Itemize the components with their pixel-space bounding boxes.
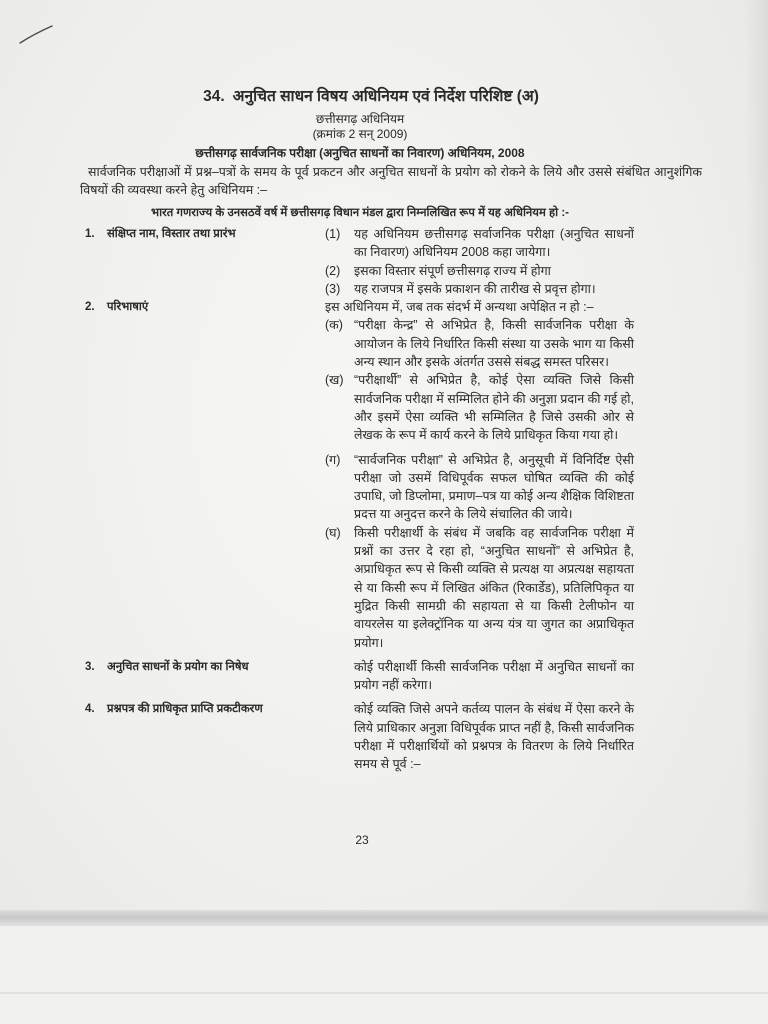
- clause: [325, 280, 634, 298]
- page-number: 23: [355, 833, 369, 847]
- clause-text: कोई परीक्षार्थी किसी सार्वजनिक परीक्षा में अनुचित साधनों का प्रयोग नहीं करेगा।: [354, 659, 634, 693]
- section-label: [80, 225, 325, 298]
- clause: [325, 225, 634, 262]
- section-label: [80, 658, 325, 695]
- document-content: [80, 86, 705, 774]
- clause-text: यह अधिनियम छत्तीसगढ़ सर्वाजनिक परीक्षा (अनुचित साधनों का निवारण) अधिनियम 2008 कहा जायेगा।: [354, 227, 634, 260]
- title-text: अनुचित साधन विषय अधिनियम एवं निर्देश परिशिष्ट (अ): [232, 88, 539, 105]
- document-title: [80, 86, 662, 108]
- clause-marker: (ग): [325, 452, 341, 467]
- section-number: 3.: [85, 660, 95, 673]
- clause-text: “परीक्षार्थी” से अभिप्रेत है, कोई ऐसा व्यक्ति जिसे किसी सार्वजनिक परीक्षा में सम्मिलित होने की अनुज्ञा प्रदान की गई हो, और इसमें ऐसा व्यक्ति भी सम्मिलित है जिसे उसकी ओर से लेखक के रूप में कार्य करने के लिये प्राधिकृत किया गया हो।: [354, 373, 634, 443]
- act-name: छत्तीसगढ़ सार्वजनिक परीक्षा (अनुचित साधनों का निवारण) अधिनियम, 2008: [195, 146, 525, 160]
- clause: [325, 700, 634, 773]
- page-right-edge-shadow: [744, 0, 768, 912]
- clause-text: किसी परीक्षार्थी के संबंध में जबकि वह सार्वजनिक परीक्षा में प्रश्नों का उत्तर दे रहा हो, “अनुचित साधनों” से अभिप्रेत है, अप्राधिकृत रूप से किसी व्यक्ति से प्रत्यक्ष या अप्रत्यक्ष सहायता से या किसी रूप में लिखित अंकित (रिकार्डेड), प्रतिलिपिकृत या मुद्रित किसी सामग्री की सहायता से या किसी टेलीफोन या वायरलेस या इलेक्ट्रॉनिक या अन्य यंत्र या जुगत का अप्राधिकृत प्रयोग।: [354, 525, 634, 650]
- pen-mark: [14, 22, 58, 48]
- clause: [325, 371, 634, 444]
- clause: [325, 451, 634, 524]
- definitions-intro: इस अधिनियम में, जब तक संदर्भ में अन्यथा अपेक्षित न हो :–: [325, 300, 594, 315]
- clause-marker: (2): [325, 263, 341, 278]
- section-body: [325, 658, 634, 695]
- clause-text: यह राजपत्र में इसके प्रकाशन की तारीख से प्रवृत्त होगा।: [354, 281, 596, 296]
- clause: [325, 262, 634, 280]
- clause-text: “परीक्षा केन्द्र” से अभिप्रेत है, किसी सार्वजनिक परीक्षा के आयोजन के लिये निर्धारित किसी संस्था या उसके भाग या किसी अन्य स्थान और इसके अंतर्गत उससे संबद्ध समस्त परिसर।: [354, 318, 634, 370]
- clause-text: “सार्वजनिक परीक्षा” से अभिप्रेत है, अनुसूची में विनिर्दिष्ट ऐसी परीक्षा जो उसमें विधिपूर्वक सफल घोषित व्यक्ति की कोई उपाधि, जो डिप्लोमा, प्रमाण–पत्र या कोई अन्य शैक्षिक विशिष्टता प्रदत्त या अनुदत्त करने के लिये संचालित की जाये।: [354, 452, 634, 522]
- section-number: 2.: [85, 301, 95, 314]
- clause: [325, 316, 634, 371]
- section-body: [325, 700, 634, 773]
- section-heading: संक्षिप्त नाम, विस्तार तथा प्रारंभ: [107, 228, 236, 240]
- act-number: (क्रमांक 2 सन् 2009): [312, 127, 408, 141]
- page-bottom-line: [0, 992, 768, 994]
- section-body: [325, 298, 634, 652]
- section-number: 1.: [85, 228, 95, 240]
- clause-text: कोई व्यक्ति जिसे अपने कर्तव्य पालन के संबंध में ऐसा करने के लिये प्राधिकार अनुज्ञा विधिपूर्वक प्राप्त नहीं है, किसी सार्वजनिक परीक्षा में परीक्षार्थियों को प्रश्नपत्र के वितरण के लिये निर्धारित समय से पूर्व :–: [354, 702, 634, 772]
- page-bottom-shadow: [0, 910, 768, 926]
- clause-marker-empty: [325, 700, 354, 773]
- clause-marker: (3): [325, 281, 341, 296]
- preamble: सार्वजनिक परीक्षाओं में प्रश्न–पत्रों के समय के पूर्व प्रकटन और अनुचित साधनों के प्रयोग को रोकने के लिये और उससे संबंधित आनुशंगिक विषयों की व्यवस्था करने हेतु अधिनियम :–: [80, 165, 702, 197]
- section-label: [80, 700, 325, 773]
- clause-marker: (घ): [325, 525, 341, 540]
- section-1: [80, 225, 640, 298]
- section-heading: परिभाषाएं: [107, 301, 149, 314]
- clause: [325, 524, 634, 652]
- page-bottom-edge: [0, 926, 768, 1024]
- section-body: [325, 225, 634, 298]
- clause-marker: (क): [325, 318, 343, 333]
- section-number: 4.: [85, 703, 95, 716]
- section-4: [80, 700, 640, 773]
- clause: [325, 658, 634, 695]
- act-subtitle: छत्तीसगढ़ अधिनियम: [315, 112, 405, 126]
- title-number: 34.: [203, 88, 225, 105]
- clause-marker-empty: [325, 658, 354, 695]
- clause-text: इसका विस्तार संपूर्ण छत्तीसगढ़ राज्य में होगा: [354, 263, 551, 278]
- clause-marker: (1): [325, 227, 341, 241]
- clause-marker: (ख): [325, 373, 344, 388]
- section-heading: प्रश्नपत्र की प्राधिकृत प्राप्ति प्रकटीकरण: [107, 703, 263, 716]
- section-2: [80, 298, 640, 652]
- section-heading: अनुचित साधनों के प्रयोग का निषेध: [107, 660, 249, 673]
- enactment-formula: भारत गणराज्य के उनसठवें वर्ष में छत्तीसगढ़ विधान मंडल द्वारा निम्नलिखित रूप में यह अधिनियम हो :-: [150, 207, 569, 219]
- sections: [80, 225, 640, 774]
- section-3: [80, 658, 640, 695]
- section-label: [80, 298, 325, 652]
